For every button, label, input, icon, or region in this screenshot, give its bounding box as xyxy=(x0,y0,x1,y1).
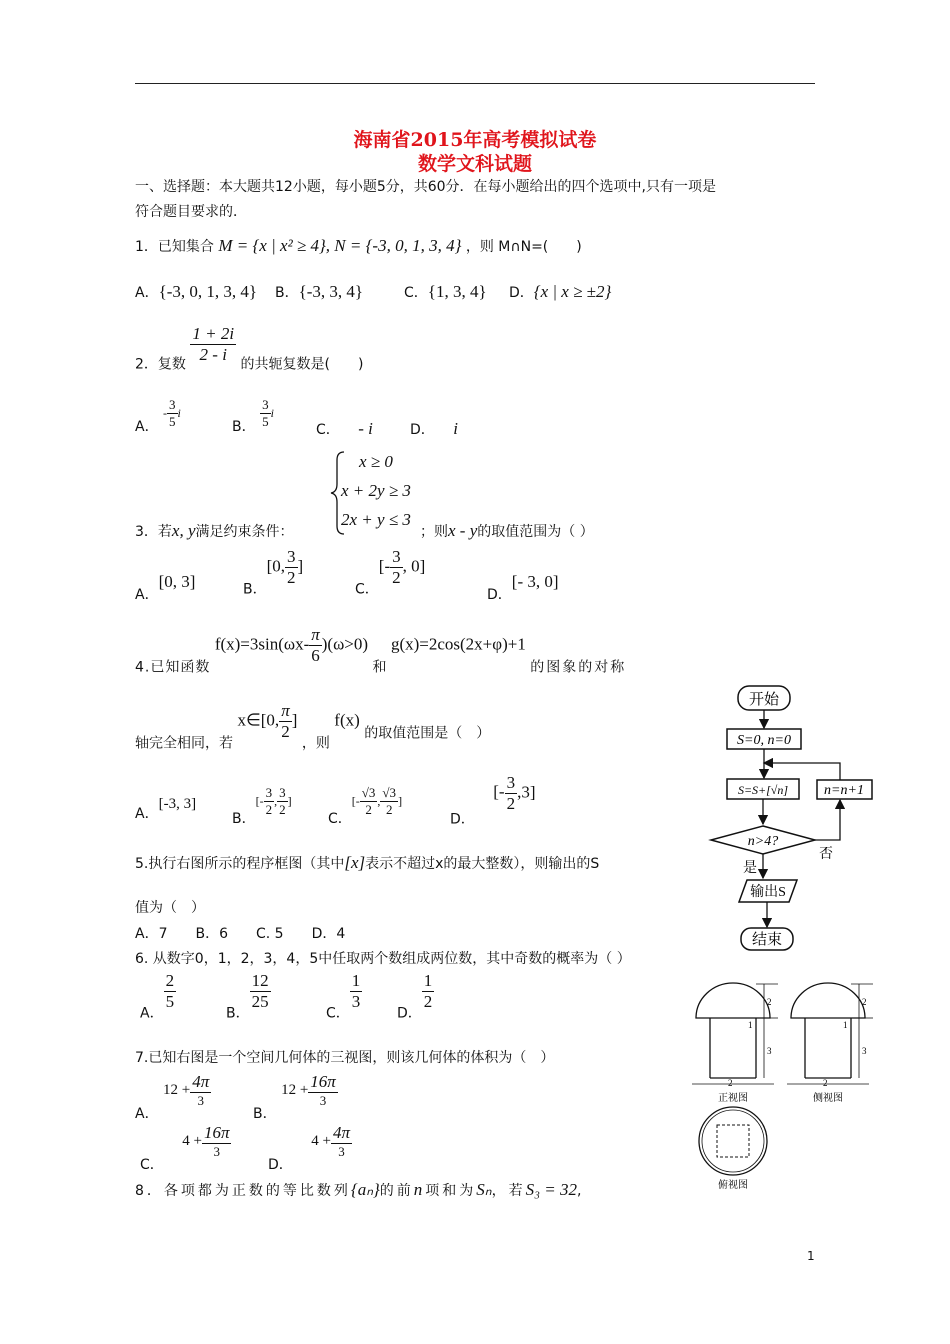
option-label: A． xyxy=(135,419,159,436)
q8-n: n xyxy=(413,1180,426,1199)
numerator: 3 xyxy=(262,397,269,412)
q4-f-post: )(ω>0) xyxy=(321,634,369,654)
q2-option-b xyxy=(232,398,274,436)
denominator: 2 xyxy=(279,801,286,817)
dim-label: 3 xyxy=(862,1046,867,1056)
question-6: 6. 从数字0，1，2，3，4，5中任取两个数组成两位数，其中奇数的概率为（ ） xyxy=(135,951,631,967)
sign: - xyxy=(163,406,168,421)
denominator: 2 xyxy=(281,721,290,741)
q4-fx: f(x) xyxy=(334,710,360,730)
question-2 xyxy=(135,325,363,373)
q2-prefix: 2．复数 xyxy=(135,356,186,373)
q7-c-fraction xyxy=(202,1124,232,1158)
section-intro: 一、选择题：本大题共12小题，每小题5分，共60分．在每小题给出的四个选项中,只有一项是 xyxy=(135,179,716,195)
numerator: 1 xyxy=(351,971,361,990)
q2-b-fraction xyxy=(260,398,271,428)
denominator: 2 xyxy=(423,991,433,1011)
flow-arrow xyxy=(815,800,840,840)
q1-b-value: {-3, 3, 4} xyxy=(298,282,364,301)
numerator: 3 xyxy=(279,785,286,800)
option-label: B． xyxy=(243,581,267,598)
three-view-diagram xyxy=(688,978,878,1193)
q4-suffix: 的图象的对称 xyxy=(530,659,627,676)
q3-option-a xyxy=(135,572,195,604)
q4-g-expr: g(x)=2cos(2x+φ)+1 xyxy=(390,634,526,654)
q4-d-fraction xyxy=(505,774,518,813)
q8-sn: Sₙ xyxy=(476,1180,492,1199)
q1-option-b xyxy=(275,282,363,302)
option-label: A． xyxy=(140,1005,164,1022)
q4-f-fraction xyxy=(309,626,322,665)
q1-set-n: , N = {-3, 0, 1, 3, 4} xyxy=(325,236,462,255)
dim-label: 2 xyxy=(862,997,867,1007)
q2-suffix: 的共轭复数是( ) xyxy=(240,356,364,373)
numerator: 3 xyxy=(169,397,176,412)
option-label: D． xyxy=(509,285,534,301)
numerator: 3 xyxy=(287,547,296,566)
option-label: C． xyxy=(328,811,352,828)
option-label: B． xyxy=(275,285,299,301)
q4-option-d xyxy=(450,774,535,828)
option-label: C． xyxy=(355,581,379,598)
side-view-label: 侧视图 xyxy=(813,1093,843,1104)
q1-suffix: ，则 M∩N=( ) xyxy=(465,239,582,255)
comma: , xyxy=(377,794,381,809)
q8-seq: {aₙ} xyxy=(350,1180,380,1199)
denominator: 3 xyxy=(351,991,361,1011)
page-number: 1 xyxy=(807,1249,815,1263)
denominator: 2 xyxy=(385,801,393,817)
option-label: B． xyxy=(232,811,256,828)
q3-mid: 满足约束条件： xyxy=(195,524,294,540)
q6-c-fraction xyxy=(350,972,363,1011)
bracket: ] xyxy=(297,556,304,576)
numerator: 16π xyxy=(203,1123,230,1142)
comma: , xyxy=(274,794,278,809)
q8-prefix: 8．各项都为正数的等比数列 xyxy=(135,1183,351,1199)
imag-unit: i xyxy=(270,406,274,421)
q1-option-c xyxy=(404,282,487,302)
dim-label: 2 xyxy=(728,1078,733,1088)
q6-option-a xyxy=(140,972,176,1022)
q4-b-frac-2 xyxy=(277,786,288,816)
q4-c-frac-1 xyxy=(360,785,381,817)
denominator: 2 xyxy=(365,801,372,817)
denominator: 2 xyxy=(506,793,516,813)
dim-label: 2 xyxy=(767,997,772,1007)
option-label: C． xyxy=(316,422,340,438)
dim-label: 2 xyxy=(823,1078,828,1088)
q8-mid2: 项和为 xyxy=(425,1183,477,1199)
q5-floor: [x] xyxy=(344,853,366,872)
q6-a-fraction xyxy=(164,972,177,1011)
q4-option-c xyxy=(328,786,402,828)
q4-option-a xyxy=(135,796,196,823)
flow-yes-label: 是 xyxy=(743,861,757,876)
bracket: , 0] xyxy=(402,556,426,576)
denominator: 2 xyxy=(287,567,296,587)
numerator: 4π xyxy=(192,1072,210,1091)
front-view-label: 正视图 xyxy=(718,1093,748,1104)
option-label: C． xyxy=(326,1005,350,1022)
question-7: 7.已知右图是一个空间几何体的三视图，则该几何体的体积为（ ） xyxy=(135,1050,555,1066)
flow-init-label: S=0, n=0 xyxy=(737,733,791,748)
option-label: D． xyxy=(268,1157,293,1174)
q8-mid1: 的前 xyxy=(379,1183,414,1199)
numerator: √3 xyxy=(361,785,376,800)
q4-prefix: 4.已知函数 xyxy=(135,659,211,676)
numerator: 3 xyxy=(506,773,516,792)
q3-option-c xyxy=(355,548,425,598)
flowchart-diagram xyxy=(705,680,885,955)
q4-f-expr: f(x)=3sin(ωx- xyxy=(214,634,310,654)
dim-label: 3 xyxy=(767,1046,772,1056)
flow-arrow xyxy=(764,763,840,780)
denominator: 2 - i xyxy=(199,344,227,364)
constraint-2: x + 2y ≥ 3 xyxy=(341,481,411,500)
q8-s3: S₃ = 32 xyxy=(525,1180,577,1199)
numerator: 1 xyxy=(423,971,433,990)
q7-a-fraction xyxy=(190,1073,211,1107)
option-label: D． xyxy=(397,1005,422,1022)
denominator: 3 xyxy=(197,1092,205,1108)
flow-incr-label: n=n+1 xyxy=(824,783,864,798)
top-view-label: 俯视图 xyxy=(718,1180,748,1191)
numerator: 4π xyxy=(332,1123,350,1142)
option-label: A． xyxy=(135,1106,159,1123)
flow-decision-label: n>4? xyxy=(747,834,779,849)
q1-c-value: {1, 3, 4} xyxy=(427,282,487,301)
q2-d-value: i xyxy=(453,419,458,438)
question-5-line1 xyxy=(135,853,599,873)
question-4-line1 xyxy=(135,626,626,676)
q1-set-m: M = {x | x² ≥ 4} xyxy=(218,236,326,255)
q7-option-a xyxy=(135,1073,211,1123)
bracket: ] xyxy=(287,794,292,809)
q4-x-fraction xyxy=(279,702,292,741)
question-4-line2 xyxy=(135,702,490,752)
q7-d-fraction xyxy=(331,1124,352,1158)
option-label: C． xyxy=(404,285,428,301)
exam-title: 海南省2015年高考模拟试卷 xyxy=(353,129,597,151)
q1-prefix: 1．已知集合 xyxy=(135,239,214,255)
question-8 xyxy=(135,1180,584,1200)
denominator: 25 xyxy=(251,991,269,1011)
flow-update-label: S=S+[√n] xyxy=(737,783,789,797)
option-label: B． xyxy=(232,419,256,436)
q5-options: A．7 B．6 C. 5 D．4 xyxy=(135,926,346,942)
q3-prefix-line xyxy=(135,521,294,541)
q3-suffix-line xyxy=(420,521,594,541)
q8-end: , xyxy=(576,1183,585,1199)
numerator: 12 xyxy=(251,971,269,990)
q7-option-d xyxy=(268,1124,352,1174)
dim-label: 1 xyxy=(748,1020,753,1030)
denominator: 3 xyxy=(338,1143,345,1159)
q5-prefix: 5.执行右图所示的程序框图（其中 xyxy=(135,856,345,872)
denominator: 3 xyxy=(319,1092,327,1108)
q3-c-fraction xyxy=(390,548,403,587)
top-view xyxy=(699,1107,767,1191)
header-rule xyxy=(135,83,815,84)
flow-start-label: 开始 xyxy=(748,692,780,708)
flow-end-label: 结束 xyxy=(751,932,783,948)
numerator: 3 xyxy=(265,785,273,800)
q6-option-c xyxy=(326,972,362,1022)
denominator: 2 xyxy=(265,801,273,817)
q4-line2-prefix: 轴完全相同，若 xyxy=(135,735,233,752)
imag-unit: i xyxy=(177,406,181,421)
q3-suffix: 的取值范围为（ ） xyxy=(477,524,594,540)
q7-b-int: 12 + xyxy=(281,1082,309,1099)
numerator: 3 xyxy=(392,547,401,566)
q1-option-d xyxy=(509,282,611,302)
option-label: D． xyxy=(487,587,512,603)
q3-vars: x, y xyxy=(171,521,196,540)
q3-a-value: [0, 3] xyxy=(158,572,196,591)
q6-option-b xyxy=(226,972,271,1022)
option-label: B． xyxy=(253,1106,277,1123)
option-label: A． xyxy=(135,806,159,822)
bracket: ] xyxy=(398,794,403,809)
denominator: 2 xyxy=(392,567,401,587)
q3-prefix: 3．若 xyxy=(135,524,172,540)
q3-expr: x - y xyxy=(448,521,478,540)
numerator: √3 xyxy=(382,785,397,800)
q6-b-fraction xyxy=(250,972,271,1011)
q7-d-int: 4 + xyxy=(311,1133,331,1150)
option-label: D． xyxy=(450,811,475,828)
denominator: 3 xyxy=(213,1143,220,1159)
bracket: [- xyxy=(255,794,264,809)
q7-c-int: 4 + xyxy=(182,1133,202,1150)
exam-subtitle: 数学文科试题 xyxy=(417,153,532,175)
q7-b-fraction xyxy=(308,1073,338,1107)
question-1 xyxy=(135,232,582,261)
numerator: 16π xyxy=(310,1072,336,1091)
q6-option-d xyxy=(397,972,434,1022)
dim-label: 1 xyxy=(843,1020,848,1030)
question-5-line2: 值为（ ） xyxy=(135,900,205,916)
q2-fraction xyxy=(190,325,236,364)
q3-d-value: [- 3, 0] xyxy=(511,572,559,591)
q4-a-value: [-3, 3] xyxy=(158,796,197,812)
constraint-3: 2x + y ≤ 3 xyxy=(341,510,411,529)
denominator: 5 xyxy=(169,413,176,429)
numerator: π xyxy=(311,625,320,644)
bracket: ] xyxy=(291,710,298,730)
q7-option-b xyxy=(253,1073,338,1123)
q6-d-fraction xyxy=(422,972,435,1011)
bracket: [- xyxy=(351,794,360,809)
q7-a-int: 12 + xyxy=(163,1082,191,1099)
bracket: [0, xyxy=(266,556,286,576)
numerator: 2 xyxy=(165,971,175,990)
q4-line2-suffix: 的取值范围是（ ） xyxy=(364,725,491,742)
bracket: [- xyxy=(378,556,391,576)
q1-d-value: {x | x ≥ ±2} xyxy=(533,282,612,301)
section-intro-2: 符合题目要求的． xyxy=(135,204,247,220)
bracket: ,3] xyxy=(517,782,536,802)
option-label: A． xyxy=(135,587,159,603)
q8-mid3: ，若 xyxy=(491,1183,526,1199)
q3-option-d xyxy=(487,572,559,604)
flow-no-label: 否 xyxy=(819,847,833,862)
constraint-1: x ≥ 0 xyxy=(359,452,393,471)
q2-option-c xyxy=(316,419,373,439)
q4-x-expr: x∈[0, xyxy=(237,710,280,730)
q4-then: ，则 xyxy=(301,735,330,752)
q2-a-fraction xyxy=(167,398,178,428)
denominator: 6 xyxy=(311,645,320,665)
q4-and: 和 xyxy=(372,659,387,676)
denominator: 5 xyxy=(262,413,269,429)
q1-a-value: {-3, 0, 1, 3, 4} xyxy=(158,282,258,301)
q2-option-a xyxy=(135,398,181,436)
q1-option-a xyxy=(135,282,257,302)
option-label: D． xyxy=(410,422,435,438)
q5-suffix: 表示不超过x的最大整数），则输出的S xyxy=(365,856,600,872)
numerator: 1 + 2i xyxy=(192,324,235,343)
option-label: C． xyxy=(140,1157,164,1174)
q3-option-b xyxy=(243,548,303,598)
option-label: A． xyxy=(135,285,159,301)
option-label: B． xyxy=(226,1005,250,1022)
q3-then: ；则 xyxy=(420,524,448,540)
q3-b-fraction xyxy=(285,548,298,587)
q4-c-frac-2 xyxy=(380,786,398,816)
denominator: 5 xyxy=(165,991,175,1011)
side-view xyxy=(787,983,873,1104)
q2-c-value: - i xyxy=(358,419,373,438)
numerator: π xyxy=(281,701,290,720)
q4-option-b xyxy=(232,786,292,828)
flow-output-label: 输出S xyxy=(750,885,786,900)
q7-option-c xyxy=(140,1124,231,1174)
q4-b-frac-1 xyxy=(264,785,278,817)
bracket: [- xyxy=(493,782,505,802)
front-view xyxy=(692,983,778,1104)
q2-option-d xyxy=(410,419,458,439)
